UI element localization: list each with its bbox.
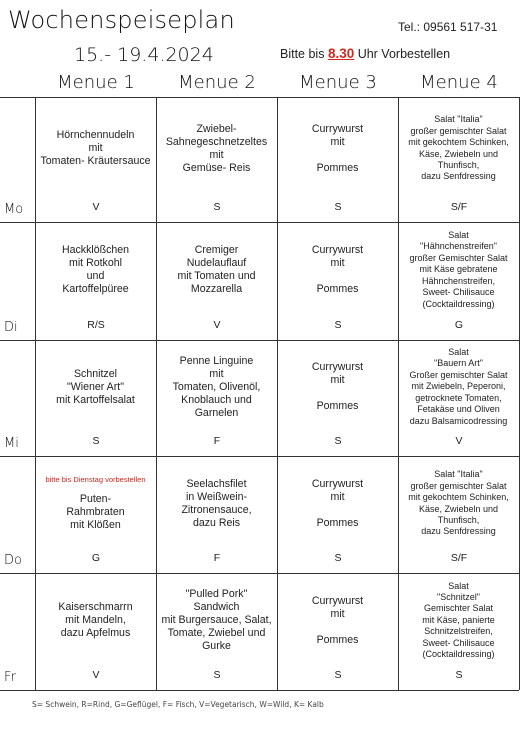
meal-line: mit Klößen: [70, 519, 121, 531]
day-label: Mi: [4, 436, 19, 451]
meal-line: Großer gemischter Salat: [409, 369, 508, 380]
meal-cell: [158, 460, 275, 547]
meal-line: Salat "Italia": [434, 114, 483, 125]
meal-line: mit Tomaten und: [177, 270, 256, 282]
meal-line: Hähnchenstreifen,: [421, 275, 496, 286]
grid-hline: [0, 456, 519, 457]
meal-line: Käse, Zwiebeln und: [418, 503, 499, 514]
allergen-code: S: [334, 435, 342, 447]
meal-description: [177, 244, 255, 296]
day-label: Do: [4, 553, 22, 568]
meal-line: Gemüse- Reis: [182, 161, 251, 174]
meal-line: mit: [209, 367, 224, 380]
meal-description: [312, 361, 363, 413]
allergen-code: S: [213, 669, 221, 681]
meal-line: Schnitzelstreifen,: [424, 626, 493, 637]
meal-line: dazu Senfdressing: [421, 171, 496, 182]
column-header-2: Menue 2: [178, 72, 256, 93]
allergen-code: F: [213, 552, 221, 564]
meal-line: Currywurst: [311, 122, 364, 135]
meal-line: Garnelen: [194, 406, 239, 419]
meal-line: [312, 621, 363, 634]
phone-number: Tel.: 09561 517-31: [398, 20, 498, 34]
meal-line: Pommes: [316, 400, 359, 412]
meal-cell: [400, 577, 517, 664]
allergen-code: S: [455, 669, 463, 681]
allergen-code: S/F: [450, 201, 468, 213]
meal-line: "Pulled Pork": [185, 588, 248, 600]
meal-line: Thunfisch,: [437, 159, 480, 170]
meal-line: Seelachsfilet: [186, 477, 247, 490]
allergen-code: G: [91, 552, 101, 564]
day-label: Di: [4, 320, 18, 335]
grid-vline: [156, 97, 157, 690]
meal-description: [62, 244, 129, 296]
meal-line: Zitronensauce,: [181, 503, 252, 516]
meal-description: [422, 581, 495, 661]
meal-description: [409, 230, 507, 310]
meal-cell: [279, 460, 396, 547]
meal-line: mit Mandeln,: [65, 614, 126, 626]
meal-line: [312, 270, 363, 283]
meal-line: Pommes: [316, 283, 359, 295]
meal-cell: [37, 101, 154, 196]
meal-line: Thunfisch,: [437, 514, 480, 525]
meal-line: mit Käse gebratene: [419, 264, 498, 275]
meal-line: Currywurst: [311, 594, 364, 607]
meal-line: Sahnegeschnetzeltes: [165, 135, 268, 148]
meal-line: dazu Balsamicodressing: [409, 415, 508, 426]
allergen-code: R/S: [87, 319, 105, 331]
meal-cell: [37, 577, 154, 664]
column-header-3: Menue 3: [299, 72, 377, 93]
meal-line: Pommes: [316, 161, 359, 174]
meal-line: Fetakäse und Oliven: [417, 404, 500, 415]
meal-description: [408, 469, 509, 537]
meal-line: mit Kartoffelsalat: [56, 393, 135, 406]
meal-line: mit: [330, 374, 345, 386]
grid-hline: [0, 340, 519, 341]
column-header-1: Menue 1: [57, 72, 135, 93]
meal-line: dazu Apfelmus: [60, 627, 131, 639]
meal-line: Gurke: [202, 640, 231, 652]
meal-line: (Cocktaildressing): [422, 298, 495, 309]
day-label: Fr: [4, 670, 16, 685]
column-header-4: Menue 4: [420, 72, 498, 93]
meal-line: Currywurst: [311, 361, 364, 373]
meal-line: Nudelauflauf: [186, 257, 247, 269]
meal-line: Mozzarella: [190, 283, 243, 295]
day-label: Mo: [4, 202, 24, 217]
meal-description: [408, 114, 509, 182]
meal-line: Hörnchennudeln: [56, 129, 135, 141]
meal-cell: [279, 101, 396, 196]
meal-line: [312, 149, 363, 162]
meal-line: Tomaten, Olivenöl,: [172, 380, 261, 393]
meal-line: Tomaten- Kräutersauce: [40, 155, 151, 167]
meal-description: [56, 368, 135, 407]
meal-line: Knoblauch und: [181, 393, 252, 406]
allergen-code: F: [213, 435, 221, 447]
meal-line: mit Zwiebeln, Peperoni,: [411, 381, 506, 392]
meal-line: mit Rotkohl: [69, 257, 122, 269]
meal-cell: [158, 577, 275, 664]
legend: S= Schwein, R=Rind, G=Geflügel, F= Fisch, V=Vegetarisch, W=Wild, K= Kalb: [32, 700, 324, 709]
meal-line: "Hähnchenstreifen": [420, 241, 497, 252]
meal-description: [166, 123, 267, 175]
meal-line: Salat: [448, 580, 469, 591]
meal-line: Sandwich: [193, 601, 240, 613]
grid-hline: [0, 690, 519, 691]
meal-line: [312, 504, 363, 517]
allergen-code: V: [92, 669, 100, 681]
meal-line: dazu Senfdressing: [421, 526, 496, 537]
meal-cell: [37, 460, 154, 547]
meal-line: mit: [330, 607, 345, 620]
meal-line: (Cocktaildressing): [422, 649, 495, 660]
meal-description: [312, 478, 363, 530]
meal-cell: [279, 577, 396, 664]
meal-cell: [279, 344, 396, 430]
date-range: 15.- 19.4.2024: [74, 44, 214, 66]
meal-cell: [158, 101, 275, 196]
meal-line: Salat "Italia": [434, 469, 483, 480]
meal-description: [161, 588, 271, 653]
meal-description: [173, 355, 261, 420]
meal-line: "Wiener Art": [67, 380, 124, 393]
meal-description: [58, 601, 132, 640]
preorder-note: bitte bis Dienstag vorbestellen: [45, 475, 146, 484]
meal-line: Puten-: [79, 493, 112, 505]
meal-line: großer Gemischter Salat: [409, 252, 508, 263]
allergen-code: V: [92, 201, 100, 213]
meal-description: [312, 123, 363, 175]
meal-cell: [400, 101, 517, 196]
meal-description: [181, 478, 251, 530]
meal-line: [312, 387, 363, 400]
meal-line: Currywurst: [311, 477, 364, 490]
allergen-code: S/F: [450, 552, 468, 564]
meal-line: Penne Linguine: [179, 354, 254, 367]
meal-line: mit: [330, 135, 345, 148]
order-suffix: Uhr Vorbestellen: [354, 47, 451, 61]
order-prefix: Bitte bis: [280, 47, 328, 61]
meal-line: Sweet- Chilisauce: [422, 637, 495, 648]
meal-line: Käse, Zwiebeln und: [418, 148, 499, 159]
meal-line: mit Burgersauce, Salat,: [161, 614, 272, 626]
meal-description: [409, 347, 507, 427]
allergen-code: G: [454, 319, 464, 331]
meal-line: Sweet- Chilisauce: [422, 287, 495, 298]
meal-cell: [400, 226, 517, 314]
meal-line: Salat: [448, 230, 469, 241]
meal-line: Kaiserschmarrn: [58, 601, 133, 613]
order-notice: [280, 46, 450, 61]
meal-description: [40, 129, 150, 168]
meal-line: mit gekochtem Schinken,: [408, 137, 509, 148]
meal-description: [45, 475, 145, 532]
meal-line: Pommes: [316, 633, 359, 646]
meal-line: großer gemischter Salat: [410, 125, 507, 136]
grid-vline: [35, 97, 36, 690]
meal-line: Hackklößchen: [61, 244, 130, 256]
allergen-code: S: [334, 319, 342, 331]
meal-line: Kartoffelpüree: [62, 283, 129, 295]
grid-hline: [0, 97, 519, 98]
grid-hline: [0, 573, 519, 574]
meal-line: Cremiger: [194, 244, 239, 256]
meal-line: mit Käse, panierte: [422, 614, 495, 625]
allergen-code: S: [334, 201, 342, 213]
meal-description: [312, 244, 363, 296]
meal-line: dazu Reis: [192, 516, 241, 529]
grid-vline: [398, 97, 399, 690]
meal-line: mit: [330, 257, 345, 269]
meal-line: "Schnitzel": [437, 591, 480, 602]
meal-line: und: [86, 270, 105, 282]
meal-line: Gemischter Salat: [423, 603, 493, 614]
meal-line: Currywurst: [311, 244, 364, 256]
meal-line: Salat: [448, 347, 469, 358]
allergen-code: V: [213, 319, 221, 331]
meal-cell: [279, 226, 396, 314]
meal-line: Pommes: [316, 516, 359, 529]
meal-line: Schnitzel: [73, 367, 117, 380]
meal-line: mit gekochtem Schinken,: [408, 492, 509, 503]
meal-cell: [37, 344, 154, 430]
meal-line: Tomate, Zwiebel und: [167, 627, 266, 639]
meal-cell: [37, 226, 154, 314]
meal-line: getrocknete Tomaten,: [415, 392, 502, 403]
allergen-code: V: [455, 435, 463, 447]
allergen-code: S: [213, 201, 221, 213]
page-title: Wochenspeiseplan: [8, 6, 235, 34]
order-time: 8.30: [327, 46, 355, 61]
meal-line: Rahmbraten: [66, 506, 125, 518]
allergen-code: S: [334, 552, 342, 564]
meal-cell: [400, 344, 517, 430]
meal-line: mit: [209, 148, 224, 161]
grid-vline: [277, 97, 278, 690]
meal-cell: [158, 226, 275, 314]
meal-line: in Weißwein-: [185, 490, 247, 503]
meal-line: "Bauern Art": [434, 358, 483, 369]
grid-vline: [519, 97, 520, 690]
meal-line: mit: [330, 490, 345, 503]
meal-line: Zwiebel-: [196, 122, 237, 135]
meal-description: [312, 595, 363, 647]
allergen-code: S: [92, 435, 100, 447]
meal-line: großer gemischter Salat: [410, 480, 507, 491]
meal-cell: [400, 460, 517, 547]
meal-cell: [158, 344, 275, 430]
allergen-code: S: [334, 669, 342, 681]
grid-hline: [0, 222, 519, 223]
meal-line: mit: [88, 142, 103, 154]
